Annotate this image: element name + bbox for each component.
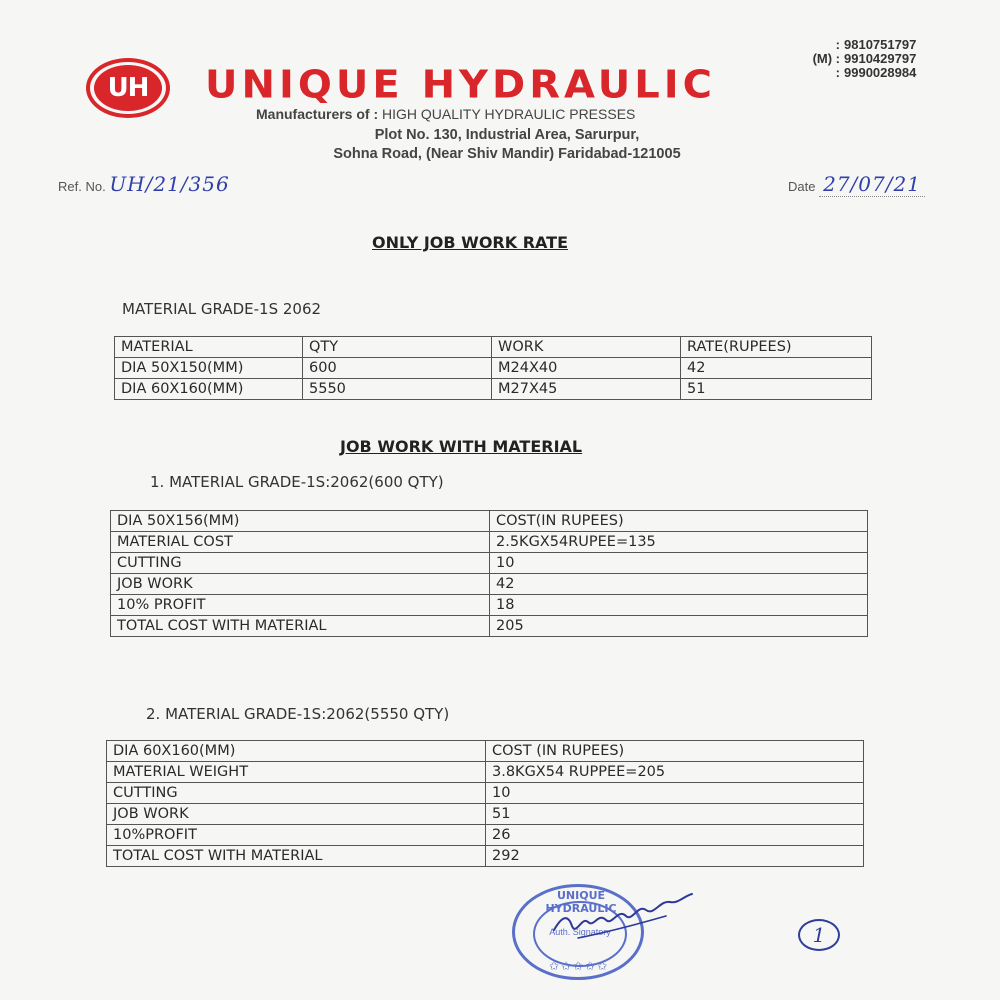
phone-number: 9810751797 [844, 37, 917, 52]
table-cell: COST(IN RUPEES) [490, 511, 868, 532]
table-cell: 5550 [303, 379, 492, 400]
table-row [115, 358, 872, 379]
table-cell: MATERIAL COST [111, 532, 490, 553]
phone-number: 9910429797 [844, 51, 917, 66]
manufacturers-label: Manufacturers of : [256, 106, 379, 122]
page-number: 1 [798, 919, 840, 951]
address-line-2: Sohna Road, (Near Shiv Mandir) Faridabad-121005 [333, 146, 681, 162]
table-cell: 292 [486, 846, 864, 867]
table-row [107, 825, 864, 846]
table-row [111, 553, 868, 574]
phone-row [806, 66, 916, 80]
table-cell: 42 [681, 358, 872, 379]
table-cell: 205 [490, 616, 868, 637]
date-label: Date [788, 179, 816, 194]
document-date [788, 172, 925, 196]
table-row [107, 741, 864, 762]
table-header-row [115, 337, 872, 358]
stamp-company-text: UNIQUE HYDRAULIC [545, 889, 617, 915]
table-row [107, 762, 864, 783]
logo-text: UH [94, 65, 162, 111]
table-cell: M27X45 [492, 379, 681, 400]
table-cell: 10% PROFIT [111, 595, 490, 616]
phone-row [806, 38, 916, 52]
table-cell: 18 [490, 595, 868, 616]
table-cell: 42 [490, 574, 868, 595]
table-cell: CUTTING [111, 553, 490, 574]
table-cell: JOB WORK [107, 804, 486, 825]
table-cell: DIA 50X156(MM) [111, 511, 490, 532]
phone-label: (M) : [812, 51, 840, 66]
table-cell: DIA 50X150(MM) [115, 358, 303, 379]
company-name: UNIQUE HYDRAULIC [205, 63, 716, 107]
manufacturers-line [256, 106, 635, 122]
table-row [111, 532, 868, 553]
table-cell: DIA 60X160(MM) [107, 741, 486, 762]
table-header-cell: RATE(RUPEES) [681, 337, 872, 358]
table-cell: 600 [303, 358, 492, 379]
table-cell: TOTAL COST WITH MATERIAL [111, 616, 490, 637]
table-cell: COST (IN RUPEES) [486, 741, 864, 762]
cost-table-600-qty [110, 510, 868, 637]
phone-label: : [835, 37, 840, 52]
table-cell: DIA 60X160(MM) [115, 379, 303, 400]
table-row [107, 846, 864, 867]
table-row [111, 574, 868, 595]
table-cell: 26 [486, 825, 864, 846]
table-header-cell: QTY [303, 337, 492, 358]
table-cell: 2.5KGX54RUPEE=135 [490, 532, 868, 553]
table-cell: 3.8KGX54 RUPPEE=205 [486, 762, 864, 783]
table-row [111, 616, 868, 637]
table-header-cell: MATERIAL [115, 337, 303, 358]
table-cell: M24X40 [492, 358, 681, 379]
ref-value: UH/21/356 [109, 172, 230, 196]
stamp-stars: ✩✩✩✩✩ [548, 959, 610, 973]
table-row [111, 511, 868, 532]
cost-table-5550-qty [106, 740, 864, 867]
address-line-1: Plot No. 130, Industrial Area, Sarurpur, [374, 127, 640, 143]
table-header-cell: WORK [492, 337, 681, 358]
job-work-rate-table [114, 336, 872, 400]
table-row [115, 379, 872, 400]
table-cell: 10%PROFIT [107, 825, 486, 846]
company-address [254, 126, 760, 164]
table-cell: TOTAL COST WITH MATERIAL [107, 846, 486, 867]
reference-number [58, 172, 230, 196]
phone-number: 9990028984 [844, 65, 917, 80]
table-row [107, 804, 864, 825]
table-row [107, 783, 864, 804]
section-heading-job-work-with-material: JOB WORK WITH MATERIAL [340, 437, 583, 456]
table-cell: 51 [486, 804, 864, 825]
company-logo [86, 58, 170, 118]
phone-numbers [806, 38, 916, 80]
part2-title: 2. MATERIAL GRADE-1S:2062(5550 QTY) [146, 705, 450, 723]
part1-title: 1. MATERIAL GRADE-1S:2062(600 QTY) [150, 473, 444, 491]
table-cell: 10 [490, 553, 868, 574]
table-cell: MATERIAL WEIGHT [107, 762, 486, 783]
handwritten-signature [548, 886, 698, 946]
stamp-signatory-text: Auth. Signatory [549, 927, 611, 937]
manufacturers-value: HIGH QUALITY HYDRAULIC PRESSES [382, 106, 636, 122]
table-cell: 10 [486, 783, 864, 804]
table-cell: JOB WORK [111, 574, 490, 595]
table-cell: CUTTING [107, 783, 486, 804]
material-grade-label: MATERIAL GRADE-1S 2062 [122, 300, 322, 318]
phone-label: : [835, 65, 840, 80]
phone-row [806, 52, 916, 66]
ref-label: Ref. No. [58, 179, 106, 194]
date-value: 27/07/21 [819, 172, 925, 197]
table-row [111, 595, 868, 616]
table-cell: 51 [681, 379, 872, 400]
section-heading-job-work-rate: ONLY JOB WORK RATE [372, 233, 569, 252]
